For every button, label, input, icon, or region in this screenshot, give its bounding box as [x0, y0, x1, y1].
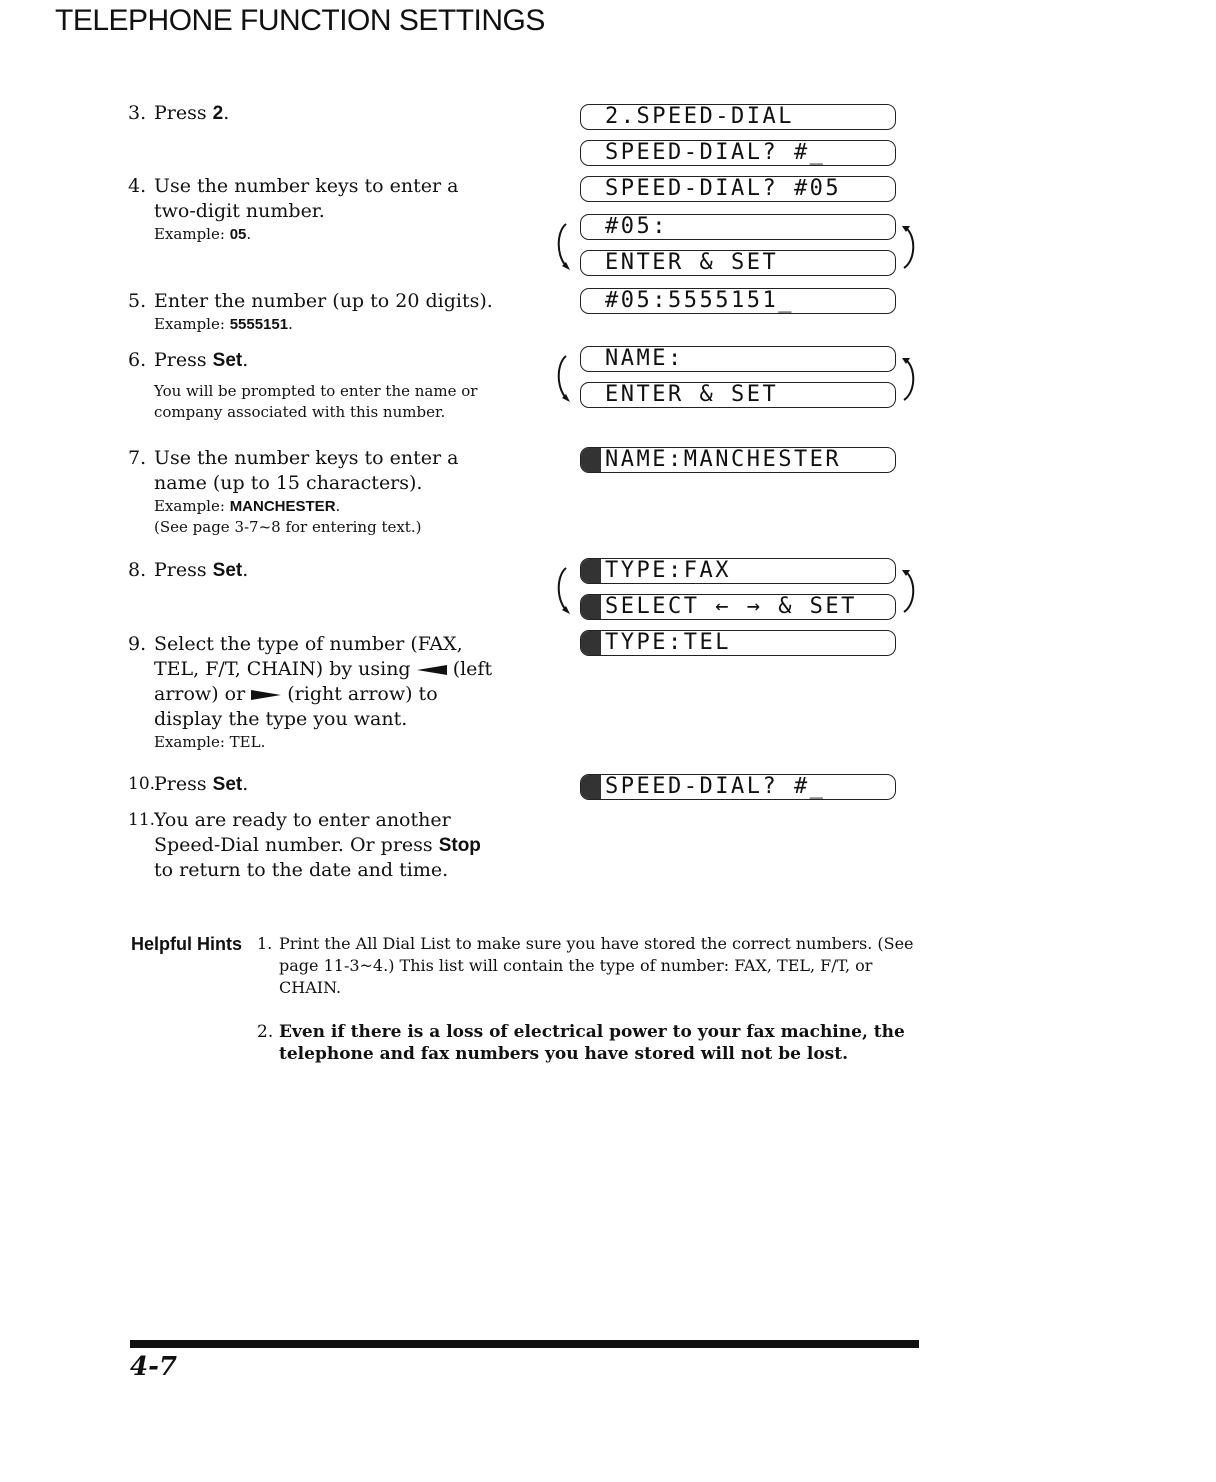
step-3: [128, 101, 493, 126]
alternate-right-bracket-icon: [900, 352, 920, 412]
step-number: 9.: [128, 633, 147, 655]
step-text: Press: [154, 102, 213, 124]
step-5: [128, 289, 508, 335]
step-text: to return to the date and time.: [154, 859, 449, 881]
step-number: 11.: [128, 810, 156, 830]
hint-1: [257, 933, 925, 999]
step-punct: .: [242, 559, 249, 581]
lcd-display: ENTER & SET: [580, 250, 896, 276]
step-punct: .: [223, 102, 230, 124]
key-label: 2: [212, 103, 224, 124]
step-7: [128, 446, 493, 538]
key-label: Set: [212, 560, 243, 581]
step-text: Enter the number (up to 20 digits).: [154, 290, 493, 312]
step-number: 7.: [128, 447, 147, 469]
lcd-display: ENTER & SET: [580, 382, 896, 408]
lcd-display: 2.SPEED-DIAL: [580, 104, 896, 130]
lcd-display: SPEED-DIAL? #_: [580, 140, 896, 166]
alternate-right-bracket-icon: [900, 564, 920, 624]
lcd-display: #05:: [580, 214, 896, 240]
hint-number: 1.: [257, 934, 273, 953]
step-text: Press: [154, 559, 213, 581]
step-text: Use the number keys to enter a two-digit number.: [154, 175, 459, 222]
step-10: [128, 772, 493, 797]
step-text: (left arrow) or: [154, 658, 493, 705]
step-number: 10.: [128, 774, 156, 794]
example: Example: MANCHESTER.: [154, 497, 341, 515]
lcd-display: NAME:: [580, 346, 896, 372]
step-4: [128, 174, 493, 245]
step-number: 5.: [128, 290, 147, 312]
alternate-left-bracket-icon: [552, 564, 572, 624]
key-label: Set: [212, 774, 243, 795]
alternate-right-bracket-icon: [900, 220, 920, 280]
alternate-left-bracket-icon: [552, 352, 572, 412]
step-punct: .: [242, 349, 249, 371]
example: Example: 05.: [154, 225, 252, 243]
step-text: You are ready to enter another Speed-Dial number. Or press: [154, 809, 451, 856]
hint-2: [257, 1021, 925, 1065]
step-6: [128, 348, 493, 423]
page-number: 4-7: [130, 1352, 177, 1382]
key-label: Set: [212, 350, 243, 371]
hint-text: Print the All Dial List to make sure you have stored the correct numbers. (See page 11-3~4.) This list will contain the type of number: FAX, TEL, F/T, or CHAIN.: [279, 934, 914, 997]
step-number: 8.: [128, 559, 147, 581]
example: Example: 5555151.: [154, 315, 293, 333]
lcd-display: TYPE:FAX: [580, 558, 896, 584]
step-9: [128, 632, 493, 753]
step-note: You will be prompted to enter the name or company associated with this number.: [154, 382, 478, 421]
hint-number: 2.: [257, 1022, 274, 1042]
step-8: [128, 558, 493, 583]
lcd-display: #05:5555151_: [580, 288, 896, 314]
left-arrow-icon: [417, 664, 447, 676]
right-arrow-icon: [251, 689, 281, 701]
step-text: Select the type of number (FAX, TEL, F/T, CHAIN) by using: [154, 633, 463, 680]
step-number: 4.: [128, 175, 147, 197]
key-label: Stop: [438, 835, 481, 856]
step-text: Use the number keys to enter a name (up to 15 characters).: [154, 447, 459, 494]
lcd-display: TYPE:TEL: [580, 630, 896, 656]
step-text: (right arrow) to display the type you want.: [154, 683, 438, 730]
step-number: 6.: [128, 349, 147, 371]
lcd-display: NAME:MANCHESTER: [580, 447, 896, 473]
step-number: 3.: [128, 102, 147, 124]
lcd-display: SPEED-DIAL? #_: [580, 774, 896, 800]
lcd-display: SPEED-DIAL? #05: [580, 176, 896, 202]
see-reference: (See page 3-7~8 for entering text.): [154, 518, 422, 536]
step-text: Press: [154, 349, 213, 371]
step-punct: .: [242, 773, 249, 795]
step-11: [128, 808, 490, 883]
hint-text: Even if there is a loss of electrical power to your fax machine, the telephone and fax numbers you have stored will not be lost.: [279, 1022, 905, 1064]
footer-rule: [130, 1340, 919, 1348]
alternate-left-bracket-icon: [552, 220, 572, 280]
page-title: TELEPHONE FUNCTION SETTINGS: [55, 4, 545, 37]
lcd-display: SELECT ← → & SET: [580, 594, 896, 620]
example: Example: TEL.: [154, 733, 266, 751]
step-text: Press: [154, 773, 213, 795]
helpful-hints-label: Helpful Hints: [131, 934, 242, 954]
